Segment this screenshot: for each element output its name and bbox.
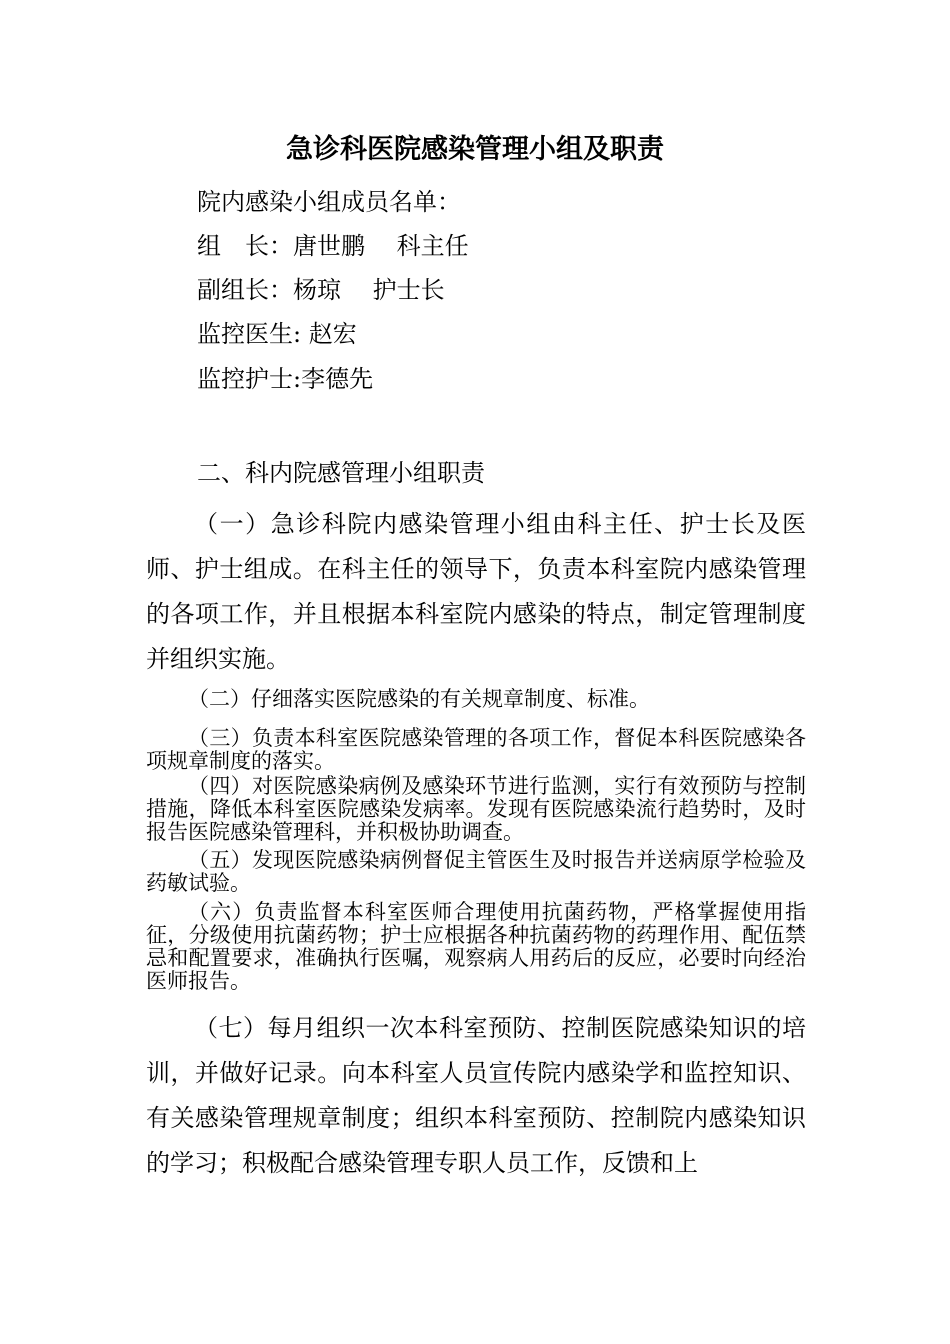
duty-paragraph-6: （六）负责监督本科室医师合理使用抗菌药物，严格掌握使用指征，分级使用抗菌药物；护士应根据各种抗菌药物的药理作用、配伍禁忌和配置要求，准确执行医嘱，观察病人用药后的反应，必要时向经治医师报告。 (146, 900, 806, 993)
duty-paragraph-5: （五）发现医院感染病例督促主管医生及时报告并送病原学检验及药敏试验。 (146, 848, 806, 895)
duty-paragraph-2: （二）仔细落实医院感染的有关规章制度、标准。 (188, 687, 650, 711)
member-deputy-leader: 副组长：杨琼 护士长 (197, 276, 445, 304)
duty-paragraph-4: （四）对医院感染病例及感染环节进行监测，实行有效预防与控制措施，降低本科室医院感染发病率。发现有医院感染流行趋势时，及时报告医院感染管理科，并积极协助调查。 (146, 774, 806, 844)
member-leader: 组 长：唐世鹏 科主任 (197, 232, 469, 260)
duty-paragraph-7: （七）每月组织一次本科室预防、控制医院感染知识的培训，并做好记录。向本科室人员宣传院内感染学和监控知识、有关感染管理规章制度；组织本科室预防、控制院内感染知识的学习；积极配合感染管理专职人员工作，反馈和上 (146, 1014, 806, 1177)
section2-heading: 二、科内院感管理小组职责 (197, 459, 485, 487)
member-monitor-doctor: 监控医生: 赵宏 (197, 320, 357, 348)
document-title: 急诊科医院感染管理小组及职责 (286, 134, 664, 165)
duty-paragraph-3: （三）负责本科室医院感染管理的各项工作，督促本科医院感染各项规章制度的落实。 (146, 726, 806, 773)
member-monitor-nurse: 监控护士:李德先 (197, 365, 374, 393)
members-heading: 院内感染小组成员名单： (197, 188, 461, 216)
duty-paragraph-1: （一）急诊科院内感染管理小组由科主任、护士长及医师、护士组成。在科主任的领导下，负责本科室院内感染管理的各项工作，并且根据本科室院内感染的特点，制定管理制度并组织实施。 (146, 510, 806, 673)
